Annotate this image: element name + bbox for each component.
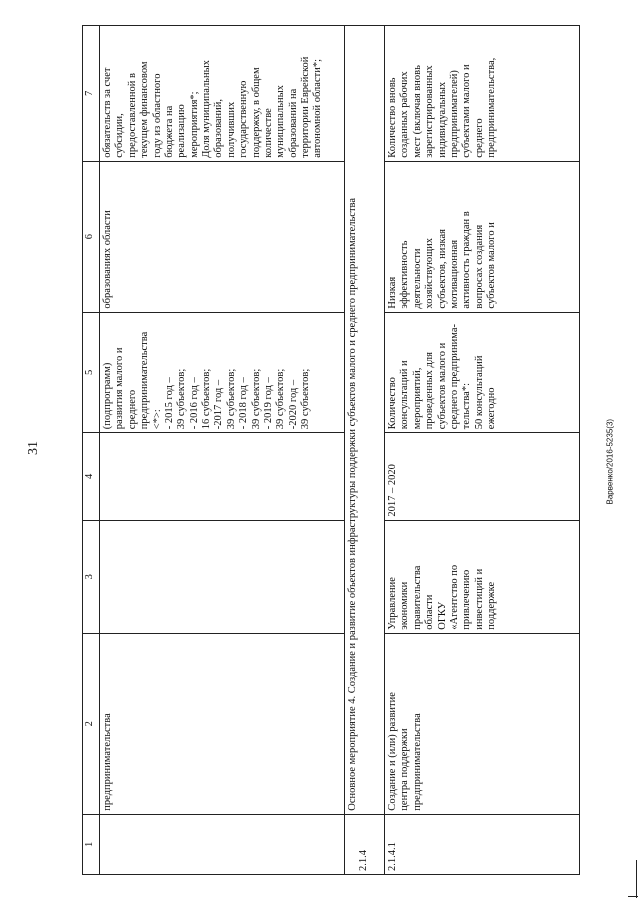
column-number-row: [83, 26, 100, 875]
row-cont-c7: обязательств за счет субсидии, предоставленной в текущем финансовом году из областного бюджета на реализацию мероприятия*; Доля муниципальных образований, получивших государственную поддержку, в общем количестве муниципальных образований на территории Еврейской автономной области*;: [100, 26, 345, 162]
row-2141-c5: Количество консультаций и мероприятий, проведенных для субъектов малого и среднего предпринима- тельства*: 50 консультаций ежегодно: [385, 312, 580, 433]
row-cont-c2: предпринимательства: [100, 633, 345, 814]
footer-stamp: Варвенко/2016-5235(3): [605, 418, 615, 505]
margin-line: [636, 860, 637, 898]
page-number: 31: [26, 441, 41, 455]
row-cont-c1: [100, 814, 345, 874]
col-num-2: 2: [83, 633, 100, 814]
col-num-5: 5: [83, 312, 100, 433]
row-2141-c4: 2017 – 2020: [385, 433, 580, 520]
row-cont-c4: [100, 433, 345, 520]
rotated-page: [82, 25, 597, 875]
program-table: [82, 25, 580, 875]
col-num-7: 7: [83, 26, 100, 162]
margin-tick: [628, 896, 638, 897]
section-number: 2.1.4: [345, 814, 385, 874]
row-cont-c3: [100, 520, 345, 633]
col-num-4: 4: [83, 433, 100, 520]
row-cont-c6: образованиях области: [100, 161, 345, 312]
row-cont-c5: (подпрограмм) развития малого и среднего предпринимательства <*>: - 2015 год – 39 субъектов; - 2016 год – 16 субъектов; -2017 год – 39 субъектов; - 2018 год – 39 субъектов; - 2019 год – 39 субъектов; -2020 год – 39 субъектов;: [100, 312, 345, 433]
table-row: [385, 26, 580, 875]
col-num-1: 1: [83, 814, 100, 874]
row-2141-c1: 2.1.4.1: [385, 814, 580, 874]
table-row: [100, 26, 345, 875]
section-title: Основное мероприятие 4. Создание и развитие объектов инфраструктуры поддержки субъектов малого и среднего предпринимательства: [345, 26, 385, 815]
row-2141-c6: Низкая эффективность деятельности хозяйствующих субъектов, низкая мотивационная активность граждан в вопросах создания субъектов малого и: [385, 161, 580, 312]
col-num-3: 3: [83, 520, 100, 633]
col-num-6: 6: [83, 161, 100, 312]
row-2141-c3: Управление экономики правительства области ОГКУ «Агентство по привлечению инвестиций и поддержке: [385, 520, 580, 633]
section-row: [345, 26, 385, 875]
row-2141-c7: Количество вновь созданных рабочих мест (включая вновь зарегистрированных индивидуальных предпринимателей) субъектами малого и среднего предпринимательства,: [385, 26, 580, 162]
row-2141-c2: Создание и (или) развитие центра поддержки предпринимательства: [385, 633, 580, 814]
